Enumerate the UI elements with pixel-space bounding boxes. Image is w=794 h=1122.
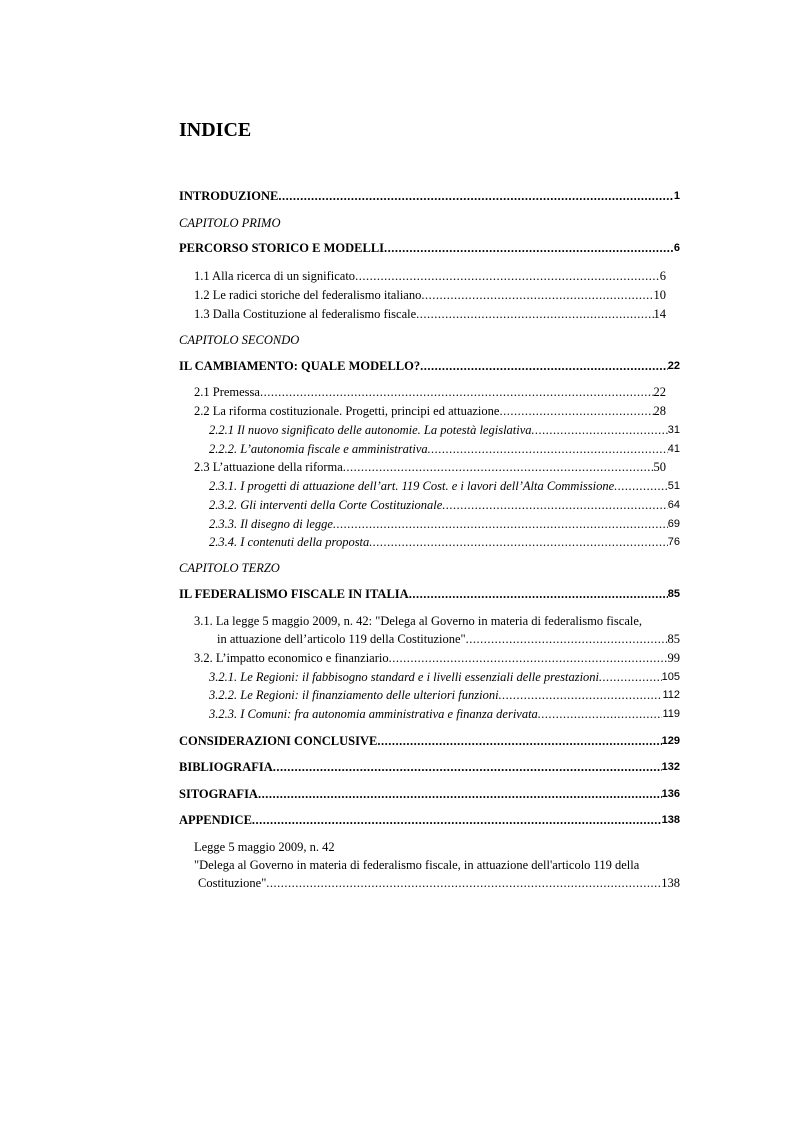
toc-entry-chapter-title[interactable] xyxy=(179,358,680,374)
toc-page-number: 31 xyxy=(667,424,680,436)
toc-entry-label: 3.2.3. I Comuni: fra autonomia amministrativa e finanza derivata xyxy=(209,707,538,721)
toc-leader-dots xyxy=(499,687,663,703)
toc-leader-dots xyxy=(278,188,674,204)
toc-leader-dots xyxy=(252,812,662,828)
toc-entry-label: 2.3.1. I progetti di attuazione dell’art. 119 Cost. e i lavori dell’Alta Commissione xyxy=(209,479,615,493)
toc-entry-label: APPENDICE xyxy=(179,813,252,827)
toc-entry-label: 2.3.4. I contenuti della proposta xyxy=(209,535,370,549)
toc-leader-dots xyxy=(384,240,674,256)
chapter-heading: CAPITOLO SECONDO xyxy=(179,333,300,347)
toc-page-number: 10 xyxy=(653,288,666,302)
toc-entry-label: INTRODUZIONE xyxy=(179,189,279,203)
toc-entry-considerazioni[interactable] xyxy=(179,733,680,749)
toc-leader-dots xyxy=(258,786,662,802)
toc-entry-label: 2.2.2. L’autonomia fiscale e amministrativa xyxy=(209,442,428,456)
toc-leader-dots xyxy=(343,459,654,475)
chapter-heading: CAPITOLO PRIMO xyxy=(179,216,281,230)
toc-entry-label[interactable]: 3.1. La legge 5 maggio 2009, n. 42: "Delega al Governo in materia di federalismo fiscale, xyxy=(194,614,643,628)
toc-entry-label: 3.2.2. Le Regioni: il finanziamento delle ulteriori funzioni xyxy=(209,688,499,702)
toc-entry-label: 1.3 Dalla Costituzione al federalismo fiscale xyxy=(194,307,417,321)
toc-page-number: 6 xyxy=(673,242,680,254)
toc-page-number: 69 xyxy=(667,518,680,530)
toc-entry-label: 3.2. L’impatto economico e finanziario xyxy=(194,651,389,665)
toc-page-number: 119 xyxy=(662,708,680,720)
toc-entry-section[interactable] xyxy=(194,384,666,400)
toc-entry-section[interactable] xyxy=(194,287,666,303)
toc-entry-subsection[interactable] xyxy=(209,534,680,550)
toc-leader-dots xyxy=(369,534,667,550)
toc-leader-dots xyxy=(377,733,661,749)
page-title: INDICE xyxy=(179,119,252,141)
toc-entry-label: 1.1 Alla ricerca di un significato xyxy=(194,269,356,283)
toc-entry-section[interactable] xyxy=(194,459,666,475)
toc-page-number: 28 xyxy=(653,404,666,418)
toc-entry-section[interactable] xyxy=(194,650,680,666)
toc-leader-dots xyxy=(420,358,668,374)
toc-entry-bibliografia[interactable] xyxy=(179,759,680,775)
toc-entry-label: Costituzione" xyxy=(198,876,267,890)
toc-entry-introduzione[interactable] xyxy=(179,188,680,204)
toc-page-number: 85 xyxy=(667,588,680,600)
toc-entry-label: 2.2.1 Il nuovo significato delle autonomie. La potestà legislativa xyxy=(209,423,532,437)
toc-leader-dots xyxy=(355,268,660,284)
toc-entry-label: 2.1 Premessa xyxy=(194,385,260,399)
toc-leader-dots xyxy=(421,287,653,303)
toc-entry-subsection[interactable] xyxy=(209,478,680,494)
toc-page-number: 6 xyxy=(659,269,666,283)
toc-entry-label: IL CAMBIAMENTO: QUALE MODELLO? xyxy=(179,359,421,373)
toc-leader-dots xyxy=(333,516,668,532)
toc-page-number: 1 xyxy=(673,190,680,202)
toc-entry-subsection[interactable] xyxy=(209,422,680,438)
toc-entry-label: 2.3 L’attuazione della riforma xyxy=(194,460,343,474)
toc-entry-section[interactable] xyxy=(194,268,666,284)
toc-page-number: 112 xyxy=(662,689,680,701)
toc-leader-dots xyxy=(260,384,654,400)
toc-page-number: 132 xyxy=(661,761,680,773)
toc-leader-dots xyxy=(273,759,662,775)
toc-entry-label: 2.2 La riforma costituzionale. Progetti, principi ed attuazione xyxy=(194,404,500,418)
toc-entry-subsection[interactable] xyxy=(209,497,680,513)
toc-leader-dots xyxy=(442,497,667,513)
toc-page-number: 64 xyxy=(667,499,680,511)
toc-leader-dots xyxy=(428,441,668,457)
toc-page-number: 51 xyxy=(667,480,680,492)
toc-page-number: 41 xyxy=(667,443,680,455)
appendice-item-line[interactable]: "Delega al Governo in materia di federalismo fiscale, in attuazione dell'articolo 119 della xyxy=(194,858,640,872)
toc-entry-label: 3.2.1. Le Regioni: il fabbisogno standard e i livelli essenziali delle prestazioni xyxy=(209,670,600,684)
toc-entry-subsection[interactable] xyxy=(209,706,680,722)
toc-page-number: 14 xyxy=(653,307,666,321)
toc-entry-chapter-title[interactable] xyxy=(179,586,680,602)
toc-page-number: 138 xyxy=(661,876,680,890)
toc-entry-label: SITOGRAFIA xyxy=(179,787,258,801)
toc-page-number: 129 xyxy=(661,735,680,747)
toc-entry-subsection[interactable] xyxy=(209,669,680,685)
toc-entry-label: 2.3.3. Il disegno di legge xyxy=(209,517,333,531)
toc-leader-dots xyxy=(416,306,653,322)
toc-entry-label: in attuazione dell’articolo 119 della Costituzione" xyxy=(217,632,466,646)
toc-entry-appendice-item[interactable] xyxy=(198,875,680,891)
toc-entry-section[interactable] xyxy=(194,403,666,419)
toc-entry-subsection[interactable] xyxy=(209,687,680,703)
toc-page-number: 105 xyxy=(661,671,680,683)
toc-entry-label: 1.2 Le radici storiche del federalismo italiano xyxy=(194,288,422,302)
toc-leader-dots xyxy=(599,669,662,685)
toc-page-number: 50 xyxy=(653,460,666,474)
toc-leader-dots xyxy=(466,631,668,647)
toc-entry-label: PERCORSO STORICO E MODELLI xyxy=(179,241,385,255)
toc-entry-section[interactable] xyxy=(194,306,666,322)
toc-entry-label: 2.3.2. Gli interventi della Corte Costituzionale xyxy=(209,498,443,512)
chapter-heading: CAPITOLO TERZO xyxy=(179,561,280,575)
toc-page-number: 99 xyxy=(667,651,680,665)
toc-leader-dots xyxy=(499,403,653,419)
toc-entry-subsection[interactable] xyxy=(209,441,680,457)
toc-page-number: 85 xyxy=(667,632,680,646)
toc-entry-chapter-title[interactable] xyxy=(179,240,680,256)
appendice-item-line[interactable]: Legge 5 maggio 2009, n. 42 xyxy=(194,840,335,854)
toc-page-number: 136 xyxy=(661,788,680,800)
toc-page-number: 76 xyxy=(667,536,680,548)
toc-entry-subsection[interactable] xyxy=(209,516,680,532)
toc-entry-sitografia[interactable] xyxy=(179,786,680,802)
toc-entry-label: BIBLIOGRAFIA xyxy=(179,760,273,774)
toc-entry-section[interactable] xyxy=(217,631,680,647)
toc-page-number: 138 xyxy=(661,814,680,826)
toc-page-number: 22 xyxy=(667,360,680,372)
toc-leader-dots xyxy=(266,875,661,891)
toc-entry-appendice[interactable] xyxy=(179,812,680,828)
toc-leader-dots xyxy=(532,422,668,438)
toc-leader-dots xyxy=(614,478,668,494)
toc-page-number: 22 xyxy=(653,385,666,399)
toc-entry-label: CONSIDERAZIONI CONCLUSIVE xyxy=(179,734,378,748)
toc-leader-dots xyxy=(409,586,668,602)
toc-entry-label: IL FEDERALISMO FISCALE IN ITALIA xyxy=(179,587,409,601)
toc-leader-dots xyxy=(389,650,668,666)
toc-leader-dots xyxy=(538,706,663,722)
